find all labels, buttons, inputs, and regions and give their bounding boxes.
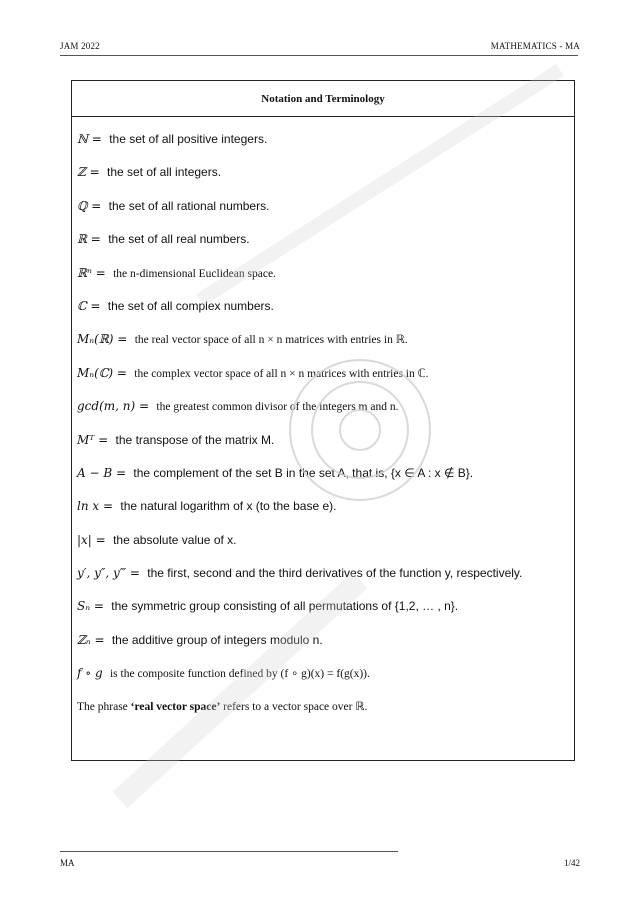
entry-description: is the composite function defined by (f ∘ g)(x) = f(g(x)). — [109, 668, 370, 681]
entry-symbol: gcd(m, n) = — [77, 399, 150, 414]
list-item — [77, 429, 568, 462]
entry-description: the natural logarithm of x (to the base e). — [120, 499, 337, 514]
entry-symbol: Mₙ(ℂ) = — [77, 365, 127, 380]
entry-description: the greatest common divisor of the integers m and n. — [156, 401, 399, 414]
list-item — [77, 262, 568, 295]
list-item — [77, 696, 568, 729]
entry-symbol: ℤ = — [77, 165, 100, 180]
header-exam-name: JAM 2022 — [60, 41, 100, 51]
entry-description: the complex vector space of all n × n matrices with entries in ℂ. — [134, 367, 429, 380]
entry-symbol: f ∘ g — [77, 666, 103, 681]
entry-description: the set of all integers. — [106, 165, 222, 180]
entry-symbol: ln x = — [77, 499, 114, 514]
entry-symbol: ℚ = — [77, 198, 102, 213]
entry-symbol: Mₙ(ℝ) = — [77, 332, 128, 347]
list-item — [77, 595, 568, 628]
entry-description: the set of all rational numbers. — [108, 198, 270, 213]
header-rule — [60, 55, 578, 56]
entry-symbol: |x| = — [77, 532, 106, 547]
entry-description: the symmetric group consisting of all permutations of {1,2, … , n}. — [111, 599, 459, 614]
entry-symbol: ℝ = — [77, 232, 101, 247]
entry-symbol: ℕ = — [77, 132, 102, 146]
entry-description: the real vector space of all n × n matrices with entries in ℝ. — [134, 334, 408, 347]
entry-text-prefix: The phrase — [77, 700, 131, 713]
list-item — [77, 562, 568, 595]
notation-box — [71, 80, 575, 761]
list-item — [77, 128, 568, 161]
list-item — [77, 662, 568, 695]
entry-description: the set of all complex numbers. — [107, 298, 274, 313]
list-item — [77, 228, 568, 261]
entry-symbol: ℝⁿ = — [77, 265, 106, 280]
header-subject: MATHEMATICS - MA — [490, 41, 580, 51]
page-number: 1/42 — [563, 858, 580, 868]
entry-description: the n-dimensional Euclidean space. — [113, 267, 276, 280]
box-title: Notation and Terminology — [261, 93, 385, 105]
entry-symbol: y′, y″, y‴ = — [77, 566, 140, 581]
list-item — [77, 362, 568, 395]
list-item — [77, 629, 568, 662]
entry-description: the set of all real numbers. — [108, 232, 250, 247]
entry-description: the set of all positive integers. — [109, 132, 268, 146]
list-item — [77, 529, 568, 562]
list-item — [77, 195, 568, 228]
list-item — [77, 295, 568, 328]
entry-symbol: A − B = — [77, 465, 127, 480]
list-item — [77, 395, 568, 428]
entry-text-bold: ‘real vector space’ — [130, 700, 221, 713]
entry-text-suffix: refers to a vector space over ℝ. — [220, 700, 368, 713]
entry-symbol: Mᵀ = — [77, 432, 109, 447]
box-title-rule — [72, 116, 574, 117]
entry-symbol: Sₙ = — [77, 599, 104, 614]
footer-paper-code: MA — [60, 858, 75, 868]
entry-description: the complement of the set B in the set A, that is, {x ∈ A : x ∉ B}. — [133, 465, 474, 480]
list-item — [77, 161, 568, 194]
entry-symbol: ℂ = — [77, 298, 101, 313]
entry-description: the transpose of the matrix M. — [115, 432, 275, 447]
entry-description: the additive group of integers modulo n. — [111, 632, 323, 647]
list-item — [77, 462, 568, 495]
footer-rule — [60, 851, 398, 852]
list-item — [77, 328, 568, 361]
entry-symbol: ℤₙ = — [77, 632, 105, 647]
entry-description: the absolute value of x. — [113, 532, 237, 547]
entry-description: the first, second and the third derivatives of the function y, respectively. — [147, 566, 523, 581]
list-item — [77, 495, 568, 528]
notation-list — [77, 128, 568, 729]
